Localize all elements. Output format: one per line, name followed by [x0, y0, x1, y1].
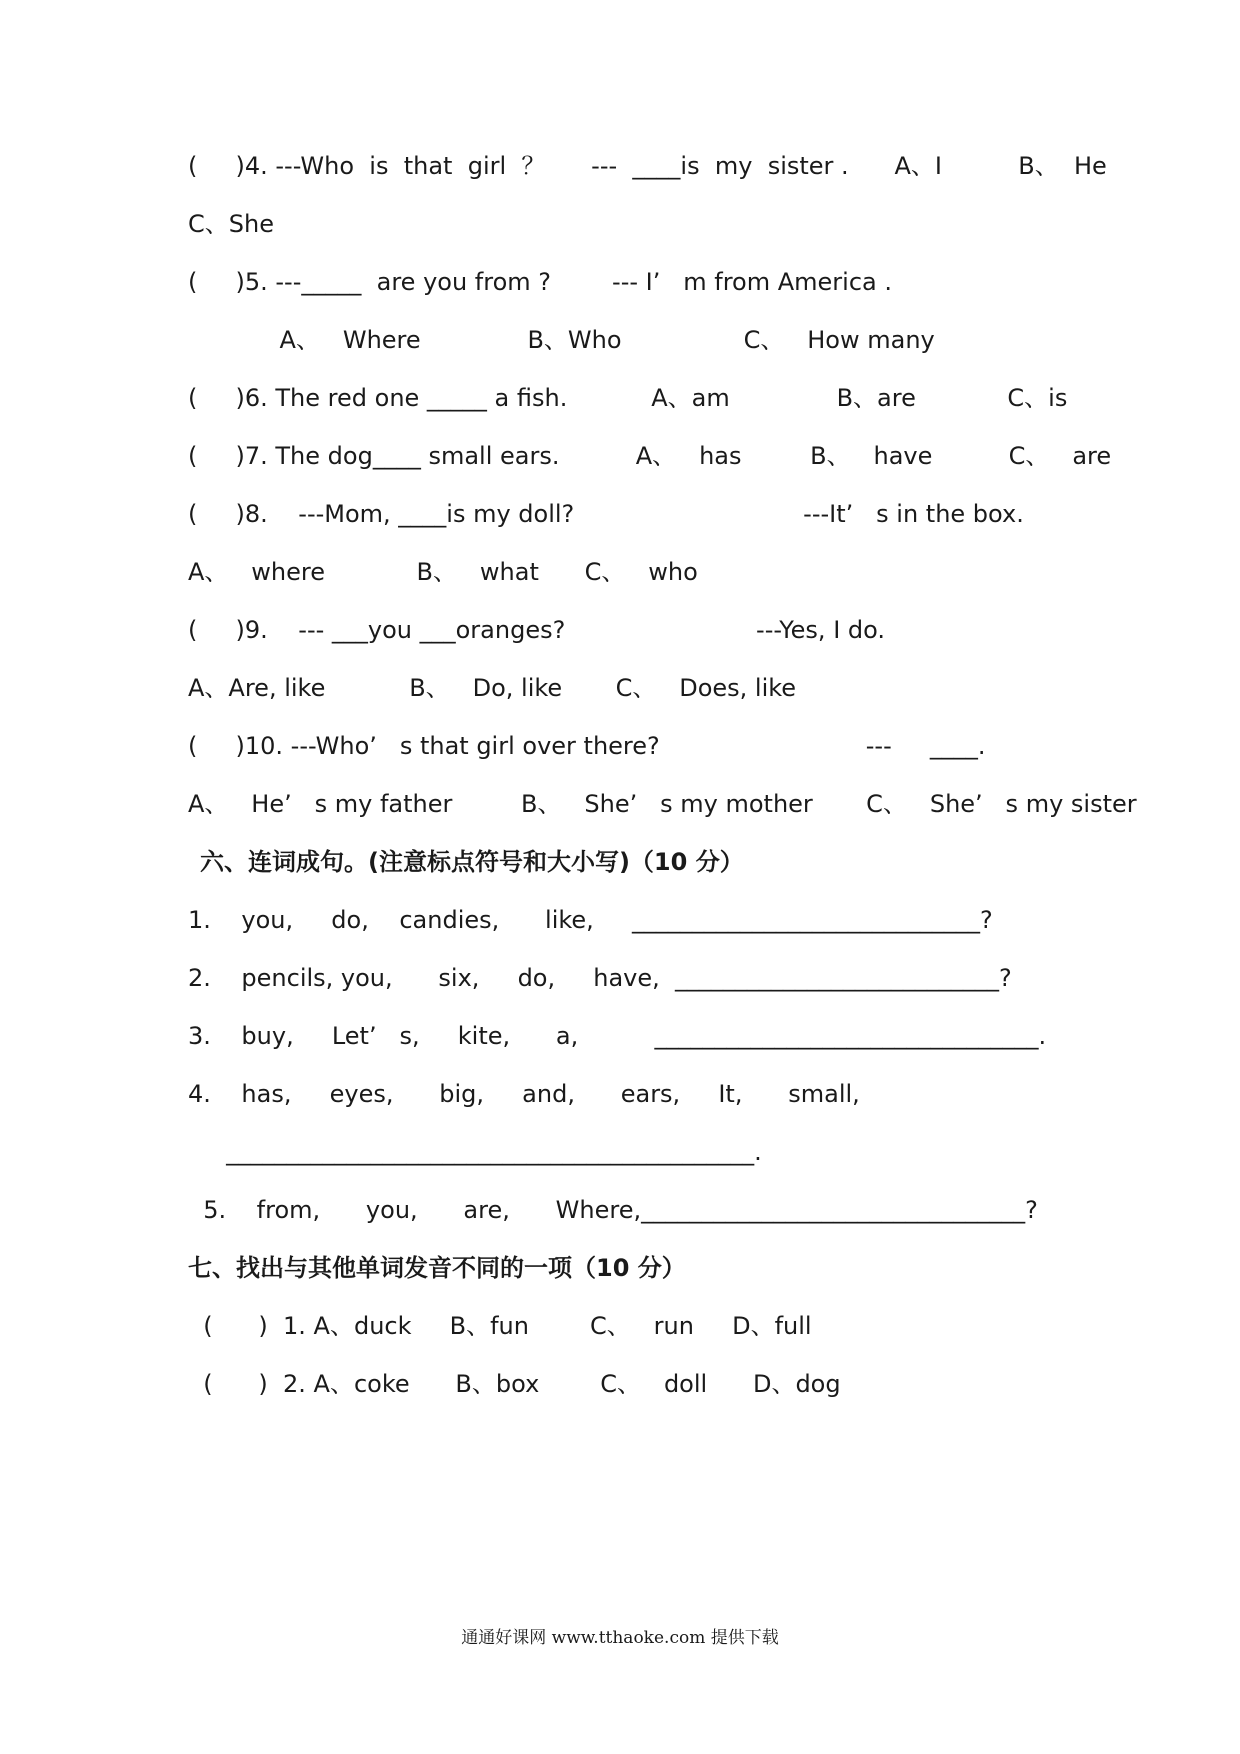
- phonics-item-2: ( ) 2. A、coke B、box C、 doll D、dog: [188, 1370, 841, 1398]
- question-5-options: A、 Where B、Who C、 How many: [188, 326, 935, 354]
- question-4: ( )4. ---Who is that girl ？ --- ____is my sister . A、I B、 He: [188, 152, 1107, 180]
- question-10: ( )10. ---Who’ s that girl over there? --- ____.: [188, 732, 986, 760]
- sentence-item-5: 5. from, you, are, Where,________________________________?: [188, 1196, 1038, 1224]
- question-9: ( )9. --- ___you ___oranges? ---Yes, I do.: [188, 616, 886, 644]
- question-9-options: A、Are, like B、 Do, like C、 Does, like: [188, 674, 797, 702]
- question-7: ( )7. The dog____ small ears. A、 has B、 have C、 are: [188, 442, 1112, 470]
- question-5: ( )5. ---_____ are you from ? --- I’ m from America .: [188, 268, 893, 296]
- question-8: ( )8. ---Mom, ____is my doll? ---It’ s in the box.: [188, 500, 1024, 528]
- sentence-item-4-blank: ____________________________________________.: [188, 1138, 762, 1166]
- question-8-options: A、 where B、 what C、 who: [188, 558, 698, 586]
- sentence-item-2: 2. pencils, you, six, do, have, ___________________________?: [188, 964, 1012, 992]
- sentence-item-1: 1. you, do, candies, like, _____________________________?: [188, 906, 993, 934]
- footer-source: 通通好课网 www.tthaoke.com 提供下载: [461, 1628, 779, 1648]
- section-6-heading: 六、连词成句。(注意标点符号和大小写)（10 分）: [200, 848, 744, 876]
- sentence-item-4: 4. has, eyes, big, and, ears, It, small,: [188, 1080, 860, 1108]
- question-4-option-c: C、She: [188, 210, 274, 238]
- question-10-options: A、 He’ s my father B、 She’ s my mother C、 She’ s my sister: [188, 790, 1137, 818]
- sentence-item-3: 3. buy, Let’ s, kite, a, ________________________________.: [188, 1022, 1047, 1050]
- question-6: ( )6. The red one _____ a fish. A、am B、are C、is: [188, 384, 1068, 412]
- section-7-heading: 七、找出与其他单词发音不同的一项（10 分）: [188, 1254, 686, 1282]
- phonics-item-1: ( ) 1. A、duck B、fun C、 run D、full: [188, 1312, 812, 1340]
